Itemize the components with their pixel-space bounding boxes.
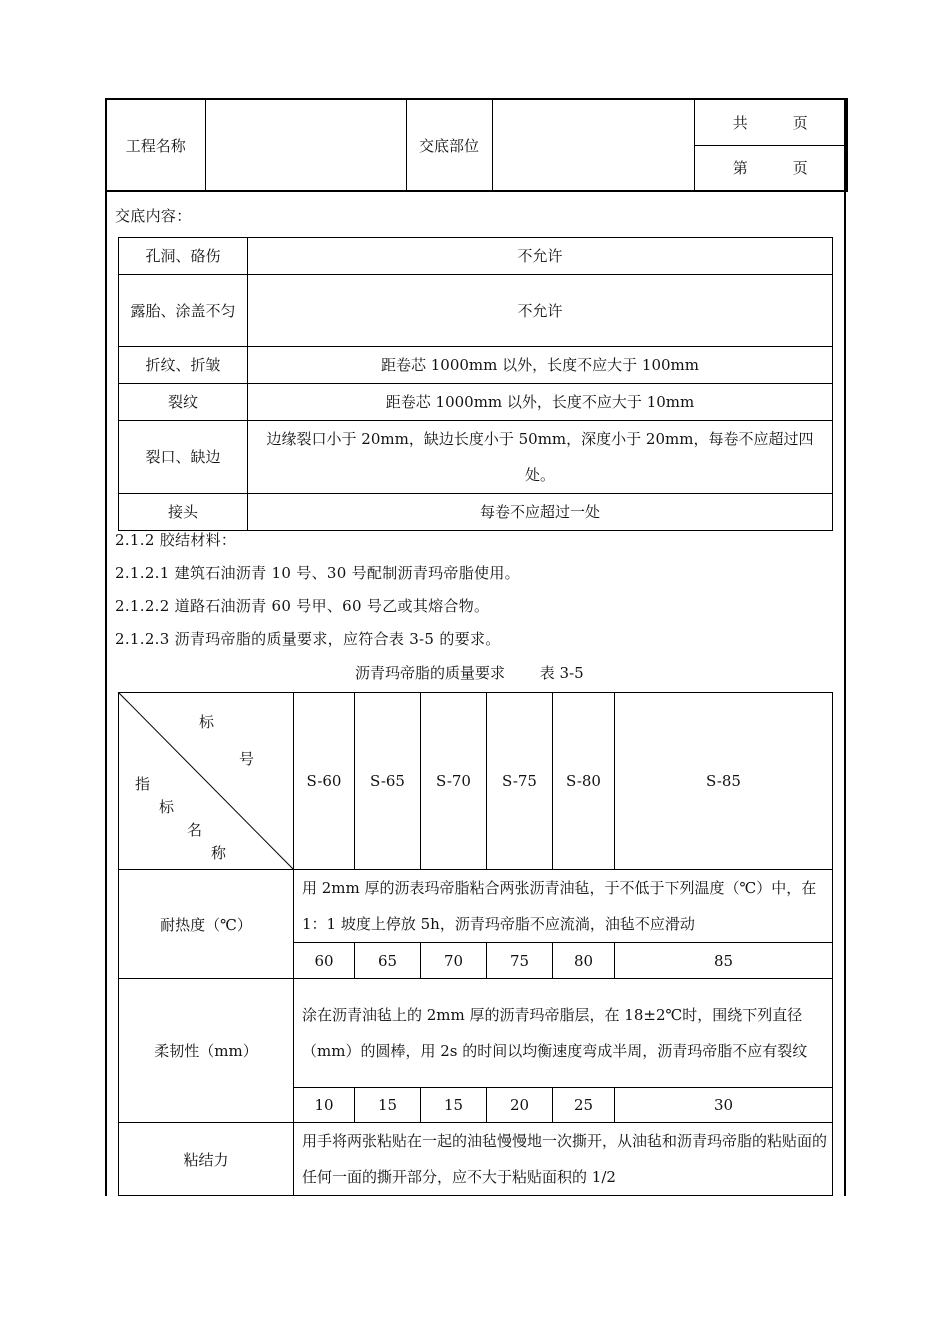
grade-header: S-80 (553, 693, 615, 870)
value-cell: 15 (355, 1088, 421, 1123)
paragraph: 2.1.2 胶结材料： (115, 531, 237, 549)
defect-requirement: 边缘裂口小于 20mm，缺边长度小于 50mm，深度小于 20mm，每卷不应超过四处。 (248, 421, 833, 494)
table-row (119, 384, 833, 421)
position-value[interactable] (492, 99, 694, 191)
defect-item: 露胎、涂盖不匀 (119, 275, 248, 347)
table-caption: 沥青玛帝脂的质量要求 表 3-5 (355, 664, 584, 682)
defect-requirement: 不允许 (248, 275, 833, 347)
grade-header: S-70 (421, 693, 487, 870)
indicator-name: 耐热度（℃） (119, 870, 294, 979)
indicator-description: 涂在沥青油毡上的 2mm 厚的沥青玛帝脂层，在 18±2℃时，围绕下列直径（mm）的圆棒，用 2s 的时间以均衡速度弯成半周，沥青玛帝脂不应有裂纹 (294, 979, 833, 1088)
defect-requirement: 距卷芯 1000mm 以外，长度不应大于 100mm (248, 347, 833, 384)
corner-left-char: 指 (135, 775, 151, 793)
quality-table (118, 692, 833, 1196)
paragraph: 2.1.2.2 道路石油沥青 60 号甲、60 号乙或其熔合物。 (115, 597, 490, 615)
defect-requirement: 每卷不应超过一处 (248, 494, 833, 531)
grade-header: S-85 (615, 693, 833, 870)
total-pages: 共 页 (694, 99, 847, 145)
indicator-description: 用手将两张粘贴在一起的油毡慢慢地一次撕开，从油毡和沥青玛帝脂的粘贴面的任何一面的撕开部分，应不大于粘贴面积的 1/2 (294, 1123, 833, 1196)
defect-item: 孔洞、硌伤 (119, 238, 248, 275)
indicator-name: 粘结力 (119, 1123, 294, 1196)
page-number: 第 页 (694, 145, 847, 191)
grade-header-row (119, 693, 833, 870)
table-row (119, 238, 833, 275)
value-cell: 80 (553, 943, 615, 979)
position-label: 交底部位 (406, 99, 492, 191)
defects-table (118, 237, 833, 531)
grade-header: S-60 (294, 693, 355, 870)
content-label: 交底内容： (115, 207, 192, 225)
defect-item: 裂口、缺边 (119, 421, 248, 494)
defect-requirement: 不允许 (248, 238, 833, 275)
value-cell: 25 (553, 1088, 615, 1123)
corner-left-char: 标 (159, 798, 175, 816)
defect-item: 折纹、折皱 (119, 347, 248, 384)
table-row (119, 1123, 833, 1196)
value-cell: 60 (294, 943, 355, 979)
paragraph: 2.1.2.1 建筑石油沥青 10 号、30 号配制沥青玛帝脂使用。 (115, 564, 520, 582)
corner-left-char: 称 (211, 844, 227, 862)
value-cell: 75 (487, 943, 553, 979)
corner-top-char: 号 (239, 750, 255, 768)
value-cell: 10 (294, 1088, 355, 1123)
value-cell: 15 (421, 1088, 487, 1123)
project-name-label: 工程名称 (106, 99, 205, 191)
corner-top-char: 标 (199, 713, 215, 731)
value-cell: 30 (615, 1088, 833, 1123)
grade-header: S-65 (355, 693, 421, 870)
defect-item: 接头 (119, 494, 248, 531)
defect-item: 裂纹 (119, 384, 248, 421)
table-row (119, 494, 833, 531)
grade-header: S-75 (487, 693, 553, 870)
value-cell: 70 (421, 943, 487, 979)
table-row (119, 275, 833, 347)
value-cell: 85 (615, 943, 833, 979)
indicator-description: 用 2mm 厚的沥表玛帝脂粘合两张沥青油毡，于不低于下列温度（℃）中，在 1：1 坡度上停放 5h，沥青玛帝脂不应流淌，油毡不应滑动 (294, 870, 833, 943)
paragraph: 2.1.2.3 沥青玛帝脂的质量要求，应符合表 3-5 的要求。 (115, 630, 501, 648)
value-cell: 20 (487, 1088, 553, 1123)
header-table (105, 98, 848, 192)
table-row (119, 421, 833, 494)
table-row (119, 347, 833, 384)
defect-requirement: 距卷芯 1000mm 以外，长度不应大于 10mm (248, 384, 833, 421)
project-name-value[interactable] (205, 99, 406, 191)
corner-left-char: 名 (187, 821, 203, 839)
table-row (119, 979, 833, 1088)
indicator-name: 柔韧性（mm） (119, 979, 294, 1123)
table-row (119, 870, 833, 943)
value-cell: 65 (355, 943, 421, 979)
diagonal-corner-cell (119, 693, 294, 870)
